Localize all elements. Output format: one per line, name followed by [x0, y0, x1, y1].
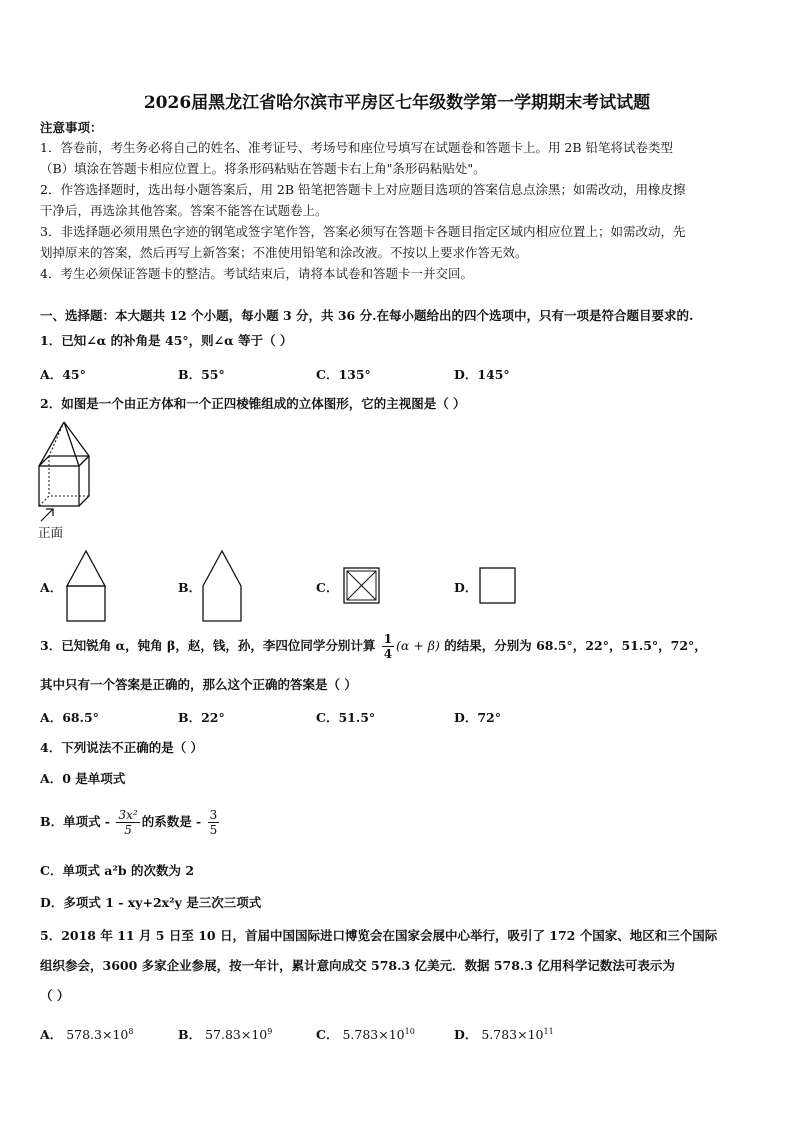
option-b-figure — [200, 548, 244, 624]
q1-option-b: B．55° — [178, 367, 225, 382]
q2-option-b: B． — [178, 580, 202, 595]
notice-line: 2．作答选择题时，选出每小题答案后，用 2B 铅笔把答题卡上对应题目选项的答案信息点涂黑；如需改动，用橡皮擦 — [40, 182, 686, 197]
q4-option-d: D．多项式 1 - xy+2x²y 是三次三项式 — [40, 895, 262, 910]
q5-option-d-label: D． — [454, 1027, 478, 1043]
option-a-figure — [64, 548, 108, 624]
q5-option-b-label: B． — [178, 1027, 202, 1043]
q5-option-d-exp: 11 — [543, 1027, 554, 1036]
q5-option-a-exp: 8 — [128, 1027, 134, 1036]
notice-line: 3．非选择题必须用黑色字迹的钢笔或签字笔作答，答案必须写在答题卡各题目指定区域内相应位置上；如需改动，先 — [40, 224, 686, 239]
question-2-stem: 2．如图是一个由正方体和一个正四棱锥组成的立体图形，它的主视图是（ ） — [40, 396, 466, 411]
q4-option-b-part-b: 的系数是 - — [141, 814, 202, 829]
q5-option-a-base: 578.3×10 — [66, 1027, 129, 1043]
notice-line: 4．考生必须保证答题卡的整洁。考试结束后，请将本试卷和答题卡一并交回。 — [40, 266, 473, 281]
notice-line: （B）填涂在答题卡相应位置上。将条形码粘贴在答题卡右上角"条形码粘贴处"。 — [40, 161, 486, 176]
q3-option-a: A．68.5° — [40, 710, 99, 725]
q1-option-a: A．45° — [40, 367, 86, 382]
q5-option-d — [454, 1024, 554, 1043]
question-3-stem — [40, 632, 707, 661]
option-c-figure — [342, 566, 382, 606]
notice-line: 1．答卷前，考生务必将自己的姓名、准考证号、考场号和座位号填写在试题卷和答题卡上。用 2B 铅笔将试卷类型 — [40, 140, 674, 155]
q4-frac1-numerator: 3x² — [118, 808, 138, 822]
notice-line: 干净后，再选涂其他答案。答案不能答在试题卷上。 — [40, 203, 328, 218]
q3-option-d: D．72° — [454, 710, 501, 725]
q5-option-c-base: 5.783×10 — [342, 1027, 405, 1043]
q5-option-d-base: 5.783×10 — [481, 1027, 544, 1043]
question-4-stem: 4．下列说法不正确的是（ ） — [40, 740, 204, 755]
notice-header: 注意事项： — [40, 120, 103, 135]
solid-figure — [33, 418, 93, 540]
option-d-figure — [478, 566, 518, 606]
q4-fraction-1 — [116, 808, 139, 837]
question-1-stem: 1．已知∠α 的补角是 45°，则∠α 等于（ ） — [40, 333, 293, 348]
q5-option-c-label: C． — [316, 1027, 339, 1043]
question-5-line-3: （ ） — [40, 988, 70, 1003]
q5-option-a — [40, 1024, 133, 1043]
q2-option-d: D． — [454, 580, 478, 595]
q3-frac-denominator: 4 — [383, 647, 393, 661]
q3-stem-part-a: 3．已知锐角 α，钝角 β，赵，钱，孙，李四位同学分别计算 — [40, 638, 376, 653]
q3-fraction — [382, 632, 394, 661]
q1-option-d: D．145° — [454, 367, 510, 382]
q4-option-c: C．单项式 a²b 的次数为 2 — [40, 863, 195, 878]
q3-option-c: C．51.5° — [316, 710, 376, 725]
q4-frac2-numerator: 3 — [209, 808, 218, 822]
q3-option-b: B．22° — [178, 710, 225, 725]
q5-option-b — [178, 1024, 272, 1043]
q3-stem-part-b: 的结果，分别为 68.5°，22°，51.5°，72°， — [444, 638, 707, 653]
q3-frac-numerator: 1 — [383, 632, 393, 646]
q3-stem-part-c: 其中只有一个答案是正确的，那么这个正确的答案是（ ） — [40, 677, 357, 692]
question-5-line-1: 5．2018 年 11 月 5 日至 10 日，首届中国国际进口博览会在国家会展中心举行，吸引了 172 个国家、地区和三个国际 — [40, 928, 718, 943]
q4-frac1-denominator: 5 — [124, 823, 132, 837]
q5-option-b-base: 57.83×10 — [205, 1027, 268, 1043]
section-heading: 一、选择题：本大题共 12 个小题，每小题 3 分，共 36 分.在每小题给出的四个选项中，只有一项是符合题目要求的. — [40, 308, 694, 323]
notice-line: 划掉原来的答案，然后再写上新答案；不准使用铅笔和涂改液。不按以上要求作答无效。 — [40, 245, 528, 260]
q2-option-a: A． — [40, 580, 63, 595]
q4-option-b — [40, 808, 221, 837]
q5-option-c — [316, 1024, 415, 1043]
question-5-line-2: 组织参会，3600 多家企业参展，按一年计，累计意向成交 578.3 亿美元．数据 578.3 亿用科学记数法可表示为 — [40, 958, 675, 973]
q4-option-a: A．0 是单项式 — [40, 771, 126, 786]
q5-option-b-exp: 9 — [267, 1027, 273, 1036]
q2-option-c: C． — [316, 580, 339, 595]
q4-frac2-denominator: 5 — [209, 823, 218, 837]
figure-label: 正面 — [38, 525, 64, 540]
q5-option-a-label: A． — [40, 1027, 63, 1043]
q3-expression: (α + β) — [396, 638, 440, 653]
q4-fraction-2 — [208, 808, 220, 837]
page-title: 2026届黑龙江省哈尔滨市平房区七年级数学第一学期期末考试试题 — [143, 93, 651, 113]
q4-option-b-part-a: B．单项式 - — [40, 814, 111, 829]
q1-option-c: C．135° — [316, 367, 371, 382]
q5-option-c-exp: 10 — [404, 1027, 415, 1036]
